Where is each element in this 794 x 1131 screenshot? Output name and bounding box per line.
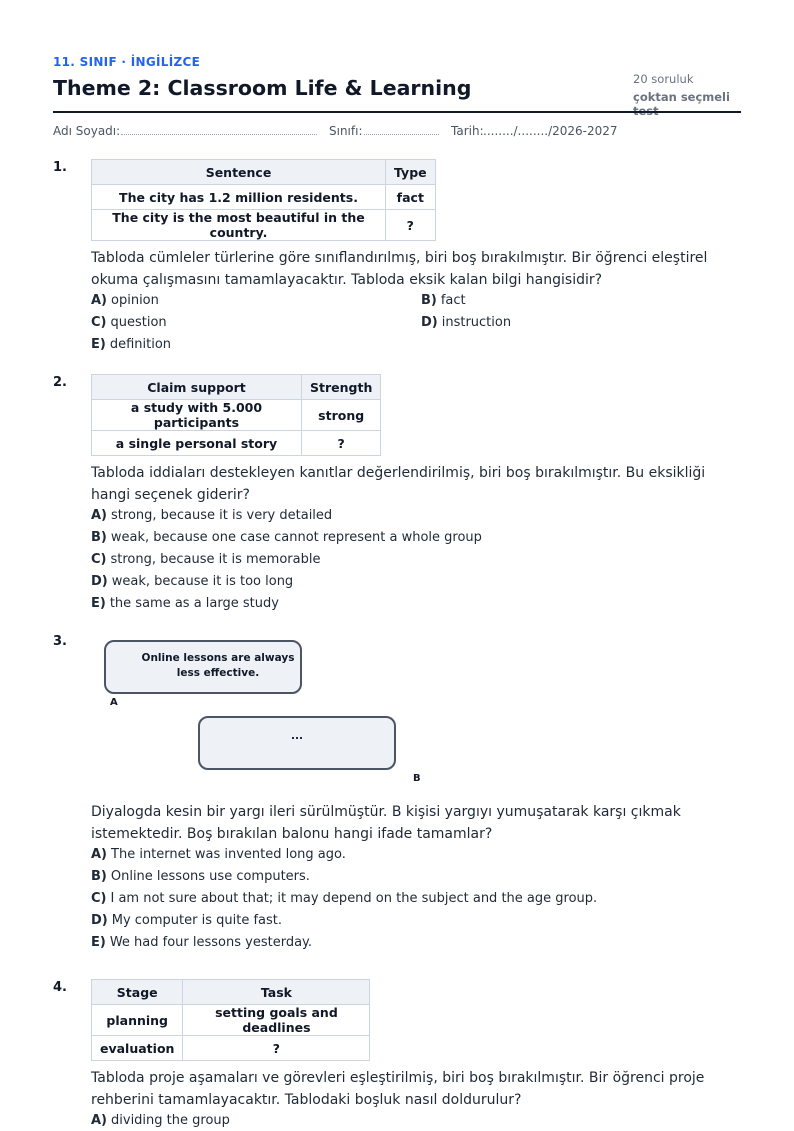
question-stem: Diyalogda kesin bir yargı ileri sürülmüştür. B kişisi yargıyı yumuşatarak karşı çıkmak istemektedir. Boş bırakılan balonu hangi ifade tamamlar? <box>91 804 681 842</box>
table-cell: ? <box>302 431 381 456</box>
answer-options <box>91 1113 741 1131</box>
table-cell: The city is the most beautiful in the country. <box>92 210 386 241</box>
answer-options <box>91 508 741 618</box>
class-label: Sınıfı: <box>329 124 363 138</box>
option-letter: A) <box>91 508 108 523</box>
option-letter: B) <box>91 530 107 545</box>
table-header: Stage <box>92 980 183 1005</box>
option-a[interactable] <box>91 508 332 523</box>
table-header: Strength <box>302 375 381 400</box>
table-cell: a study with 5.000 participants <box>92 400 302 431</box>
answer-options <box>91 847 741 957</box>
option-text: strong, because it is very detailed <box>111 508 333 523</box>
question-number: 3. <box>53 634 67 649</box>
option-a[interactable] <box>91 293 159 308</box>
option-text: opinion <box>111 293 159 308</box>
table-header: Task <box>183 980 370 1005</box>
option-d[interactable] <box>91 913 282 928</box>
option-letter: E) <box>91 935 106 950</box>
option-text: question <box>110 315 167 330</box>
option-c[interactable] <box>91 891 597 906</box>
table-cell: The city has 1.2 million residents. <box>92 185 386 210</box>
question-number: 4. <box>53 980 67 995</box>
table-row <box>92 431 381 456</box>
question-number: 2. <box>53 375 67 390</box>
table-header: Claim support <box>92 375 302 400</box>
name-label: Adı Soyadı: <box>53 124 121 138</box>
speech-bubble-b: ... <box>198 716 396 770</box>
date-value: ......../......../2026-2027 <box>483 124 618 138</box>
table-header-row <box>92 160 436 185</box>
table-row <box>92 1005 370 1036</box>
table-cell: planning <box>92 1005 183 1036</box>
speaker-b-label: B <box>413 773 421 784</box>
option-text: weak, because it is too long <box>111 574 294 589</box>
option-letter: C) <box>91 315 107 330</box>
option-b[interactable] <box>91 530 482 545</box>
option-letter: D) <box>91 574 108 589</box>
table-cell: setting goals and deadlines <box>183 1005 370 1036</box>
table-cell: ? <box>183 1036 370 1061</box>
option-letter: E) <box>91 337 106 352</box>
table-row <box>92 1036 370 1061</box>
evidence-table <box>91 374 381 456</box>
speech-bubble-a: Online lessons are always less effective. <box>104 640 302 694</box>
question-2 <box>91 374 741 618</box>
header-divider <box>53 111 741 113</box>
option-letter: B) <box>91 869 107 884</box>
table-header-row <box>92 375 381 400</box>
option-text: the same as a large study <box>109 596 279 611</box>
option-e[interactable] <box>91 596 279 611</box>
option-letter: A) <box>91 1113 108 1128</box>
table-cell: a single personal story <box>92 431 302 456</box>
date-label: Tarih: <box>451 124 484 138</box>
option-text: The internet was invented long ago. <box>111 847 346 862</box>
option-c[interactable] <box>91 315 167 330</box>
option-d[interactable] <box>91 574 293 589</box>
answer-options <box>91 293 741 359</box>
option-text: weak, because one case cannot represent a whole group <box>110 530 482 545</box>
option-letter: B) <box>421 293 437 308</box>
question-stem: Tabloda cümleler türlerine göre sınıflandırılmış, biri boş bırakılmıştır. Bir öğrenci eleştirel okuma çalışmasını tamamlayacaktır. Tabloda eksik kalan bilgi hangisidir? <box>91 250 708 288</box>
table-cell: ? <box>386 210 436 241</box>
question-1 <box>91 159 741 359</box>
option-d[interactable] <box>421 315 511 330</box>
table-header-row <box>92 980 370 1005</box>
option-letter: C) <box>91 552 107 567</box>
table-cell: fact <box>386 185 436 210</box>
option-e[interactable] <box>91 337 171 352</box>
option-letter: D) <box>91 913 108 928</box>
option-letter: E) <box>91 596 106 611</box>
question-count: 20 soruluk <box>633 72 694 86</box>
option-text: My computer is quite fast. <box>111 913 282 928</box>
option-letter: C) <box>91 891 107 906</box>
option-b[interactable] <box>421 293 466 308</box>
table-cell: strong <box>302 400 381 431</box>
test-type: çoktan seçmeli <box>633 90 730 104</box>
classification-table <box>91 159 436 241</box>
question-stem: Tabloda iddiaları destekleyen kanıtlar değerlendirilmiş, biri boş bırakılmıştır. Bu eksikliği hangi seçenek giderir? <box>91 465 706 503</box>
option-c[interactable] <box>91 552 320 567</box>
option-text: dividing the group <box>111 1113 230 1128</box>
project-stage-table <box>91 979 370 1061</box>
option-text: Online lessons use computers. <box>110 869 310 884</box>
option-a[interactable] <box>91 1113 230 1128</box>
option-text: fact <box>440 293 466 308</box>
table-row <box>92 400 381 431</box>
speaker-a-label: A <box>110 697 118 708</box>
table-row <box>92 210 436 241</box>
question-text-block <box>91 801 741 957</box>
option-b[interactable] <box>91 869 310 884</box>
option-text: I am not sure about that; it may depend on the subject and the age group. <box>110 891 598 906</box>
page-title: Theme 2: Classroom Life & Learning <box>53 76 472 100</box>
question-4 <box>91 979 741 1131</box>
option-text: definition <box>109 337 172 352</box>
table-cell: evaluation <box>92 1036 183 1061</box>
option-letter: A) <box>91 293 108 308</box>
option-text: We had four lessons yesterday. <box>109 935 313 950</box>
option-text: strong, because it is memorable <box>110 552 321 567</box>
option-text: instruction <box>441 315 512 330</box>
grade-subject-kicker: 11. SINIF · İNGİLİZCE <box>53 55 201 69</box>
table-header: Type <box>386 160 436 185</box>
table-header: Sentence <box>92 160 386 185</box>
option-e[interactable] <box>91 935 312 950</box>
question-number: 1. <box>53 160 67 175</box>
option-letter: A) <box>91 847 108 862</box>
option-a[interactable] <box>91 847 346 862</box>
option-letter: D) <box>421 315 438 330</box>
question-stem: Tabloda proje aşamaları ve görevleri eşleştirilmiş, biri boş bırakılmıştır. Bir öğrenci proje rehberini tamamlayacaktır. Tablodaki boşluk nasıl doldurulur? <box>91 1070 705 1108</box>
table-row <box>92 185 436 210</box>
